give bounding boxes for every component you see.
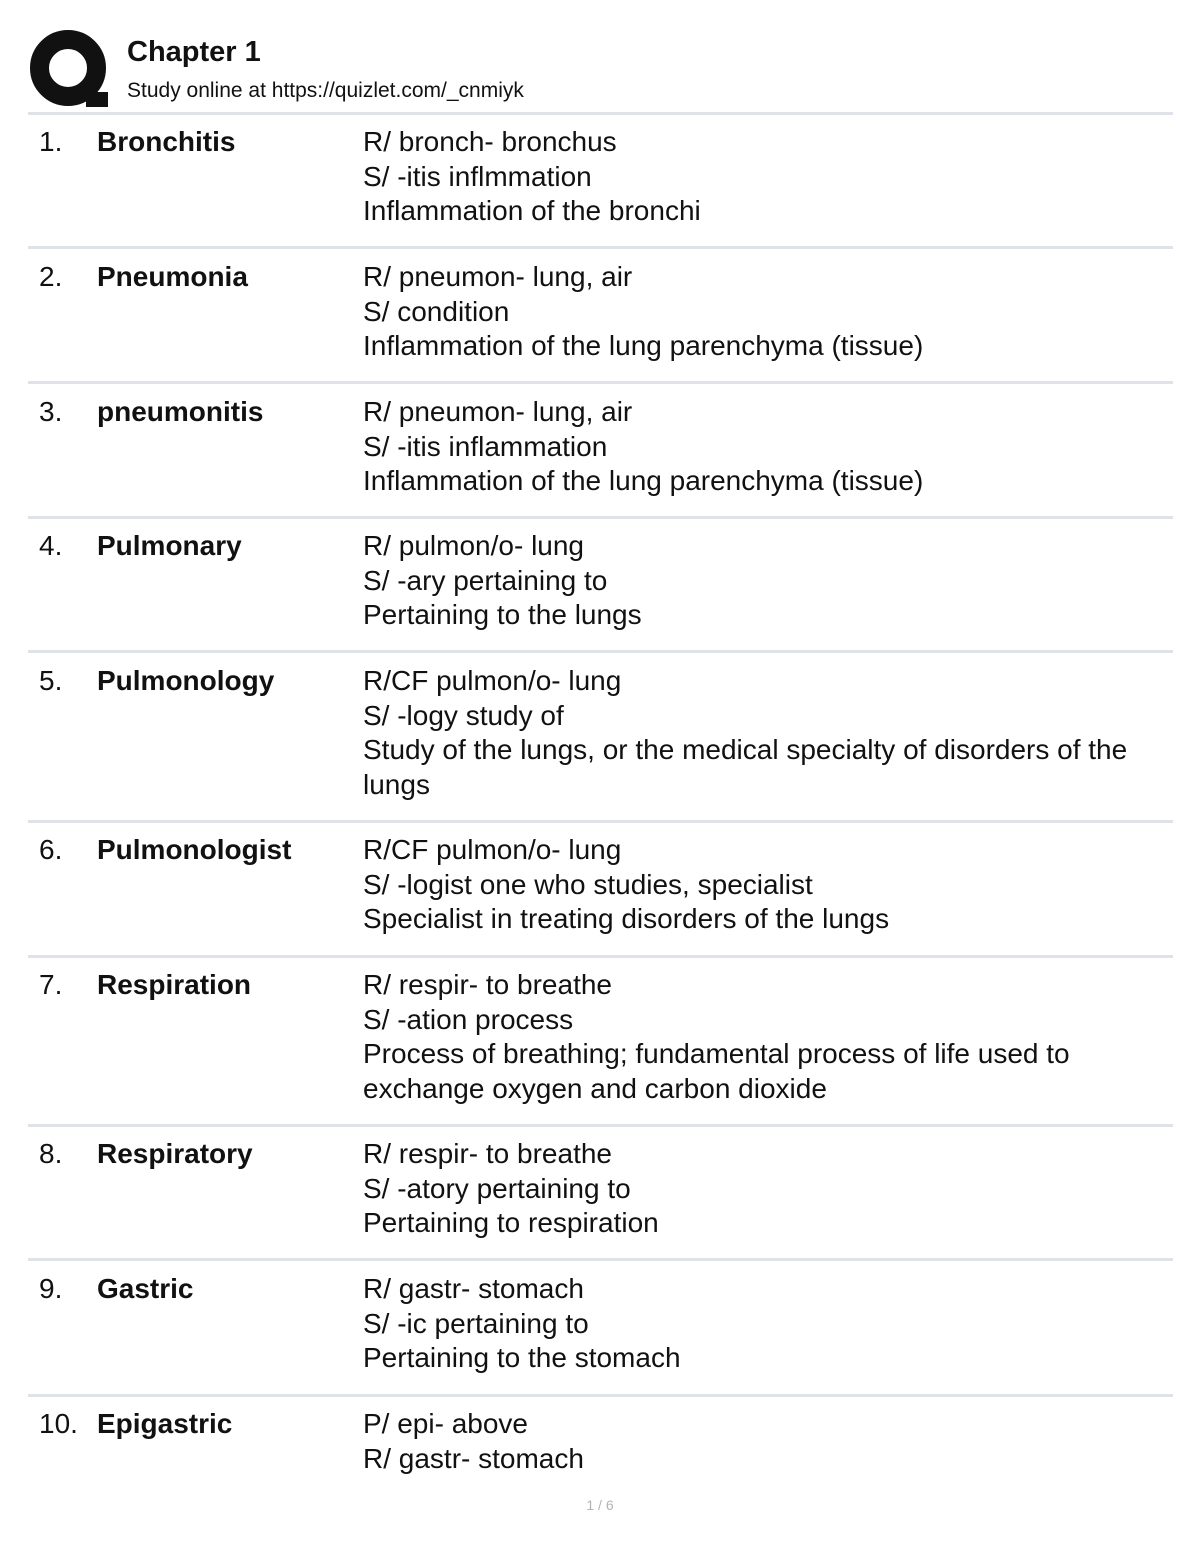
card-definition xyxy=(363,833,1163,937)
divider xyxy=(28,650,1173,653)
definition-line: R/ pulmon/o- lung xyxy=(363,530,585,561)
definition-line: S/ -logy study of xyxy=(363,699,564,731)
card-term: Pulmonology xyxy=(97,665,275,696)
definition-line: R/ bronch- bronchus xyxy=(363,126,617,157)
page-indicator: 1 / 6 xyxy=(586,1497,614,1513)
card-definition xyxy=(363,1272,1163,1376)
definition-line: Inflammation of the lung parenchyma (tissue) xyxy=(363,465,924,496)
page-title: Chapter 1 xyxy=(127,36,261,68)
card-number: 8. xyxy=(39,1138,63,1169)
card-number: 6. xyxy=(39,834,63,865)
card-definition xyxy=(363,395,1163,499)
divider xyxy=(28,820,1173,823)
definition-line: S/ -ary pertaining to xyxy=(363,564,608,596)
card-definition xyxy=(363,125,1163,229)
card-term: Pulmonologist xyxy=(97,834,292,865)
card-term: Respiration xyxy=(97,969,252,1000)
card-definition xyxy=(363,1407,1163,1476)
definition-line: R/ respir- to breathe xyxy=(363,1138,612,1169)
divider xyxy=(28,112,1173,115)
definition-line: P/ epi- above xyxy=(363,1408,528,1439)
definition-line: S/ -ation process xyxy=(363,1003,574,1035)
definition-line: S/ -ic pertaining to xyxy=(363,1307,589,1339)
card-number: 2. xyxy=(39,261,63,292)
card-definition xyxy=(363,1137,1163,1241)
definition-line: R/ gastr- stomach xyxy=(363,1442,584,1474)
divider xyxy=(28,1394,1173,1397)
definition-line: S/ -itis inflmmation xyxy=(363,160,592,192)
definition-line: Pertaining to the lungs xyxy=(363,599,642,630)
card-definition xyxy=(363,260,1163,364)
card-number: 5. xyxy=(39,665,63,696)
divider xyxy=(28,1258,1173,1261)
card-term: pneumonitis xyxy=(97,396,264,427)
card-number: 7. xyxy=(39,969,63,1000)
definition-line: S/ -itis inflammation xyxy=(363,430,608,462)
definition-line: R/ pneumon- lung, air xyxy=(363,261,633,292)
definition-line: Pertaining to the stomach xyxy=(363,1342,681,1373)
definition-line: Study of the lungs, or the medical specialty of disorders of the lungs xyxy=(363,734,1128,800)
definition-line: R/CF pulmon/o- lung xyxy=(363,834,622,865)
card-term: Bronchitis xyxy=(97,126,236,157)
definition-line: R/CF pulmon/o- lung xyxy=(363,665,622,696)
card-number: 10. xyxy=(39,1408,78,1439)
definition-line: R/ respir- to breathe xyxy=(363,969,612,1000)
card-number: 9. xyxy=(39,1273,63,1304)
page-header xyxy=(28,28,1173,112)
card-number: 3. xyxy=(39,396,63,427)
divider xyxy=(28,516,1173,519)
card-term: Pulmonary xyxy=(97,530,242,561)
divider xyxy=(28,955,1173,958)
card-definition xyxy=(363,968,1163,1106)
study-online-link[interactable]: Study online at https://quizlet.com/_cnmiyk xyxy=(127,79,524,102)
card-number: 1. xyxy=(39,126,63,157)
card-term: Epigastric xyxy=(97,1408,233,1439)
definition-line: Specialist in treating disorders of the lungs xyxy=(363,903,890,934)
card-term: Respiratory xyxy=(97,1138,253,1169)
card-definition xyxy=(363,664,1163,802)
definition-line: Pertaining to respiration xyxy=(363,1207,659,1238)
card-term: Gastric xyxy=(97,1273,194,1304)
divider xyxy=(28,1124,1173,1127)
card-definition xyxy=(363,529,1163,633)
card-number: 4. xyxy=(39,530,63,561)
definition-line: Process of breathing; fundamental process of life used to exchange oxygen and carbon dioxide xyxy=(363,1038,1070,1104)
definition-line: S/ -atory pertaining to xyxy=(363,1172,631,1204)
definition-line: Inflammation of the bronchi xyxy=(363,195,701,226)
definition-line: R/ pneumon- lung, air xyxy=(363,396,633,427)
definition-line: S/ condition xyxy=(363,295,510,327)
definition-line: Inflammation of the lung parenchyma (tissue) xyxy=(363,330,924,361)
definition-line: R/ gastr- stomach xyxy=(363,1273,584,1304)
definition-line: S/ -logist one who studies, specialist xyxy=(363,868,813,900)
quizlet-q-logo-icon xyxy=(30,30,110,110)
card-term: Pneumonia xyxy=(97,261,248,292)
divider xyxy=(28,381,1173,384)
divider xyxy=(28,246,1173,249)
